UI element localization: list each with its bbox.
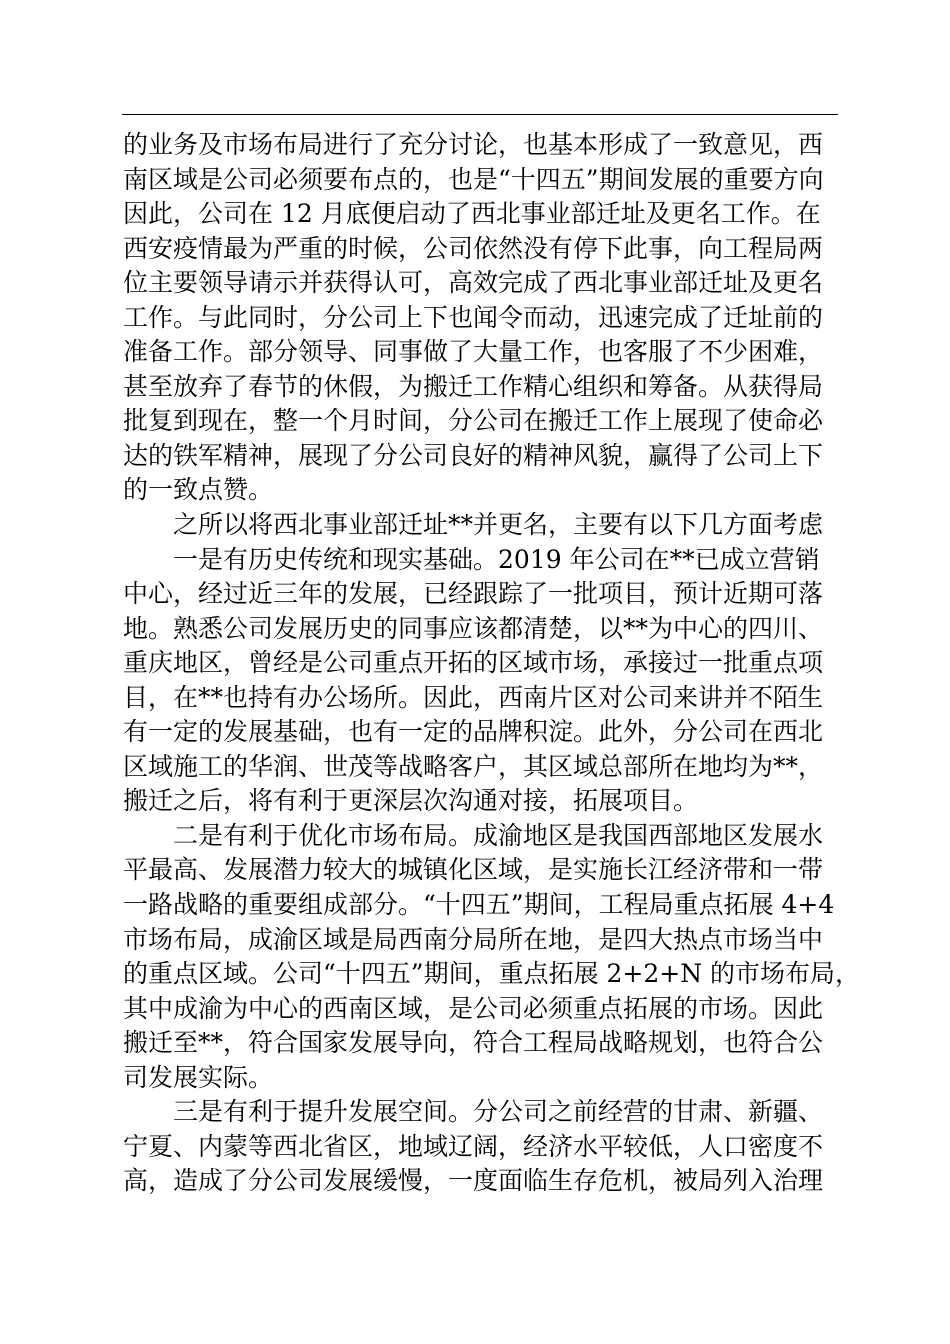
text-line: 高，造成了分公司发展缓慢，一度面临生存危机，被局列入治理 (123, 1166, 824, 1196)
text-line: 达的铁军精神，展现了分公司良好的精神风貌，赢得了公司上下 (123, 440, 824, 470)
text-line: 的一致点赞。 (123, 475, 274, 505)
text-line: 搬迁之后，将有利于更深层次沟通对接，拓展项目。 (123, 786, 699, 816)
text-line: 有一定的发展基础，也有一定的品牌积淀。此外，分公司在西北 (123, 717, 824, 747)
text-line: 区域施工的华润、世茂等战略客户，其区域总部所在地均为**， (123, 751, 824, 781)
text-line: 重庆地区，曾经是公司重点开拓的区域市场，承接过一批重点项 (123, 648, 824, 678)
paragraph-start-line: 二是有利于优化市场布局。成渝地区是我国西部地区发展水 (173, 820, 824, 850)
text-line: 甚至放弃了春节的休假，为搬迁工作精心组织和筹备。从获得局 (123, 371, 824, 401)
text-line: 搬迁至**，符合国家发展导向，符合工程局战略规划，也符合公 (123, 1028, 824, 1058)
text-line: 司发展实际。 (123, 1062, 274, 1092)
paragraph-start-line: 三是有利于提升发展空间。分公司之前经营的甘肃、新疆、 (173, 1097, 824, 1127)
text-line: 宁夏、内蒙等西北省区，地域辽阔，经济水平较低，人口密度不 (123, 1131, 824, 1161)
paragraph-start-line: 之所以将西北事业部迁址**并更名，主要有以下几方面考虑 (173, 510, 824, 540)
text-line: 的重点区域。公司“十四五”期间，重点拓展 2+2+N 的市场布局， (123, 959, 861, 989)
text-line: 批复到现在，整一个月时间，分公司在搬迁工作上展现了使命必 (123, 406, 824, 436)
header-rule (122, 114, 838, 115)
text-line: 市场布局，成渝区域是局西南分局所在地，是四大热点市场当中 (123, 924, 824, 954)
text-line: 地。熟悉公司发展历史的同事应该都清楚，以**为中心的四川、 (123, 613, 824, 643)
text-line: 工作。与此同时，分公司上下也闻令而动，迅速完成了迁址前的 (123, 302, 824, 332)
text-line: 一路战略的重要组成部分。“十四五”期间，工程局重点拓展 4+4 (123, 890, 835, 920)
text-line: 准备工作。部分领导、同事做了大量工作，也客服了不少困难， (123, 337, 824, 367)
text-line: 的业务及市场布局进行了充分讨论，也基本形成了一致意见，西 (123, 130, 824, 159)
text-line: 位主要领导请示并获得认可，高效完成了西北事业部迁址及更名 (123, 268, 824, 298)
text-line: 南区域是公司必须要布点的，也是“十四五”期间发展的重要方向 (123, 164, 824, 194)
text-line: 中心，经过近三年的发展，已经跟踪了一批项目，预计近期可落 (123, 579, 824, 609)
paragraph-start-line: 一是有历史传统和现实基础。2019 年公司在**已成立营销 (173, 544, 820, 574)
text-line: 平最高、发展潜力较大的城镇化区域，是实施长江经济带和一带 (123, 855, 824, 885)
text-line: 西安疫情最为严重的时候，公司依然没有停下此事，向工程局两 (123, 233, 824, 263)
document-body (123, 128, 863, 1199)
text-line: 目，在**也持有办公场所。因此，西南片区对公司来讲并不陌生 (123, 682, 824, 712)
text-line: 因此，公司在 12 月底便启动了西北事业部迁址及更名工作。在 (123, 199, 821, 229)
text-line: 其中成渝为中心的西南区域，是公司必须重点拓展的市场。因此 (123, 993, 824, 1023)
